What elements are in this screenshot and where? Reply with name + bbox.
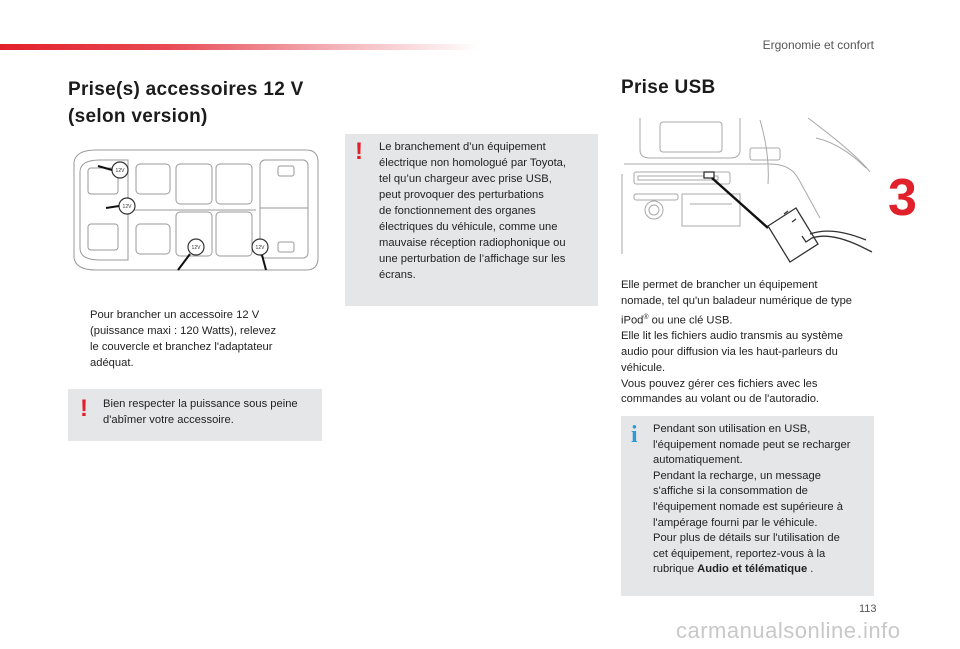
right-heading: Prise USB (621, 77, 716, 98)
left-heading (68, 76, 304, 130)
usb-line: Elle lit les fichiers audio transmis au système (621, 330, 843, 343)
socket-label-1: 12V (115, 168, 125, 174)
info-line: l'équipement nomade peut se recharger (653, 438, 851, 451)
audio-telematique-reference: Audio et télématique (697, 563, 808, 576)
chapter-number: 3 (888, 169, 917, 227)
info-line: l'équipement nomade est supérieure à (653, 500, 843, 513)
warning-box-power (68, 389, 322, 441)
van-interior-diagram (66, 142, 324, 278)
info-box-charging (621, 416, 874, 596)
warning2-line: d'abîmer votre accessoire. (103, 414, 234, 426)
info-line (653, 562, 871, 578)
watermark: carmanualsonline.info (676, 618, 901, 643)
info-line: cet équipement, reportez-vous à la (653, 547, 826, 560)
usb-line: véhicule. (621, 361, 666, 374)
usb-description (621, 278, 871, 408)
info-rubric-suffix: . (807, 563, 814, 576)
warning-box-homologation (345, 134, 598, 306)
info-line: s'affiche si la consommation de (653, 485, 808, 498)
socket-markers (112, 162, 268, 255)
socket-label-2: 12V (122, 204, 132, 210)
info-text (653, 422, 871, 578)
warning-line: une perturbation de l’affichage sur les (379, 253, 566, 265)
registered-mark: ® (643, 313, 649, 321)
usb-line: audio pour diffusion via les haut-parleurs du (621, 345, 838, 358)
top-accent-bar (0, 44, 480, 50)
warning-line: tel qu’un chargeur avec prise USB, (379, 173, 552, 185)
usb-line: Elle permet de brancher un équipement (621, 279, 818, 291)
info-line: Pour plus de détails sur l'utilisation de (653, 532, 840, 545)
usb-key-text: ou une clé USB. (648, 314, 733, 327)
left-heading-line1: Prise(s) accessoires 12 V (68, 79, 304, 100)
usb-port-illustration (620, 114, 874, 272)
info-line: automatiquement. (653, 454, 743, 467)
usb-line: nomade, tel qu'un baladeur numérique de type (621, 294, 853, 307)
info-line: Pendant son utilisation en USB, (653, 423, 811, 435)
instruction-text (90, 307, 300, 371)
warning2-text (103, 396, 318, 428)
info-line: l'ampérage fourni par le véhicule. (653, 516, 818, 529)
warning-line: électriques du véhicule, comme une (379, 221, 558, 233)
page-number: 113 (859, 603, 877, 615)
warning-line: peut provoquer des perturbations (379, 189, 544, 201)
instruction-line: (puissance maxi : 120 Watts), relevez (90, 325, 277, 337)
info-icon: i (631, 422, 638, 448)
warning-line: écrans. (379, 269, 416, 281)
info-line: Pendant la recharge, un message (653, 469, 821, 482)
warning-icon: ! (80, 395, 88, 422)
usb-line: Vous pouvez gérer ces fichiers avec les (621, 377, 818, 390)
socket-label-3: 12V (191, 245, 201, 251)
warning-text (379, 139, 594, 283)
warning-icon: ! (355, 138, 363, 165)
socket-label-4: 12V (255, 245, 265, 251)
instruction-line: le couvercle et branchez l'adaptateur (90, 341, 273, 353)
section-title: Ergonomie et confort (762, 38, 874, 52)
warning-line: électrique non homologué par Toyota, (379, 157, 567, 169)
warning-line: mauvaise réception radiophonique ou (379, 237, 566, 249)
warning-line: de fonctionnement des organes (379, 205, 536, 217)
info-rubric-prefix: rubrique (653, 563, 698, 576)
warning2-line: Bien respecter la puissance sous peine (103, 398, 298, 410)
instruction-line: adéquat. (90, 357, 134, 369)
instruction-line: Pour brancher un accessoire 12 V (90, 309, 260, 321)
ipod-text: iPod (621, 314, 644, 327)
warning-line: Le branchement d’un équipement (379, 141, 546, 153)
left-heading-line2: (selon version) (68, 106, 208, 127)
usb-line (621, 310, 871, 330)
usb-line: commandes au volant ou de l'autoradio. (621, 393, 820, 406)
